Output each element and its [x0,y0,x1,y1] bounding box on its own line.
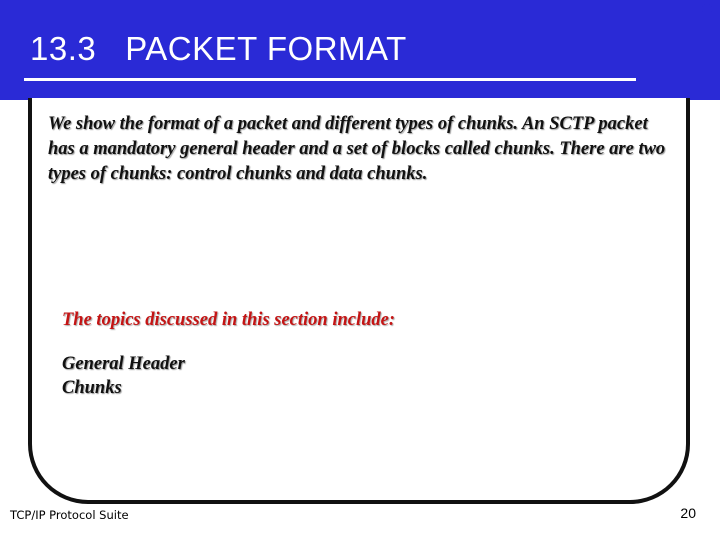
slide-title: 13.3 PACKET FORMAT [30,30,407,67]
topic-item-general-header: General Header [62,354,185,374]
topics-heading: The topics discussed in this section include: [62,310,396,330]
topics-list [62,352,185,400]
page-number: 20 [680,505,696,521]
title-bar-edge [708,0,720,100]
title-underline [24,78,636,81]
footer-source: TCP/IP Protocol Suite [10,508,129,522]
topic-item-chunks: Chunks [62,378,122,398]
intro-paragraph: We show the format of a packet and different types of chunks. An SCTP packet has a mandatory general header and a set of blocks called chunks. There are two types of chunks: control chunks and data chunks. [48,114,666,184]
corner-decoration [702,4,712,14]
